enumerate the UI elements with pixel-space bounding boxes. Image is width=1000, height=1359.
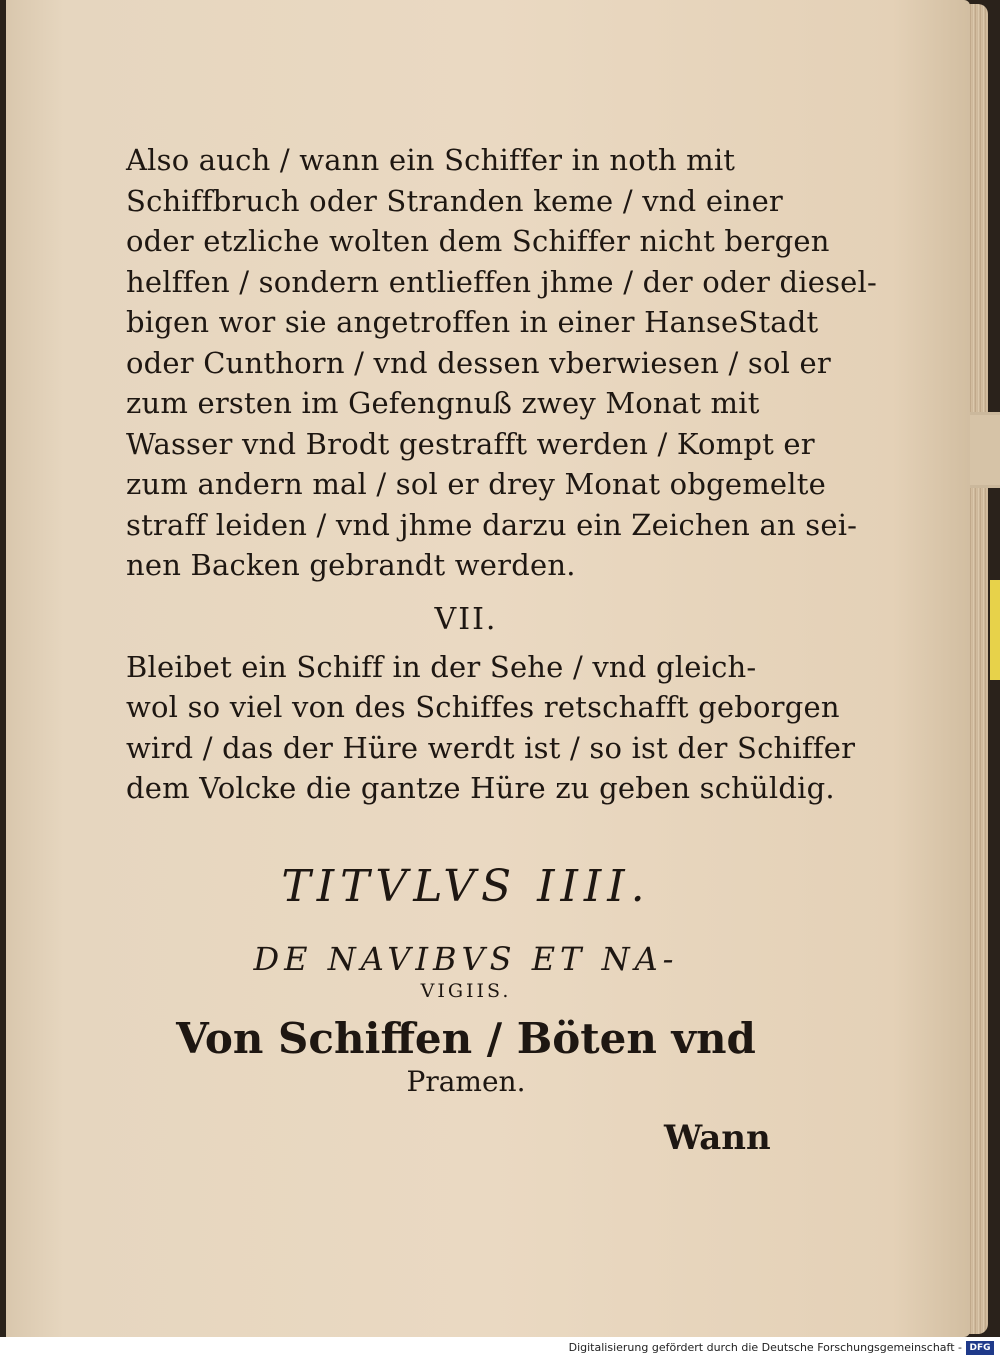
paragraph-2 — [126, 647, 856, 809]
footer-bar — [0, 1337, 1000, 1359]
text-line: zum ersten im Gefengnuß zwey Monat mit — [126, 386, 760, 420]
latin-subtitle-continued: VIGIIS. — [420, 979, 512, 1002]
text-line: nen Backen gebrandt werden. — [126, 548, 576, 582]
text-line: oder etzliche wolten dem Schiffer nicht bergen — [126, 224, 830, 258]
german-heading-continued: Pramen. — [406, 1064, 526, 1098]
paragraph-1 — [126, 140, 877, 586]
page-text — [126, 140, 877, 1098]
text-line: wol so viel von des Schiffes retschafft geborgen — [126, 690, 840, 724]
text-line: Schiffbruch oder Stranden keme / vnd einer — [126, 183, 783, 218]
funding-credit: Digitalisierung gefördert durch die Deutsche Forschungsgemeinschaft - — [568, 1341, 962, 1354]
text-line: Wasser vnd Brodt gestrafft werden / Kompt er — [126, 426, 815, 461]
latin-subtitle: DE NAVIBVS ET NA- — [253, 939, 679, 978]
text-line: straff leiden / vnd jhme darzu ein Zeichen an sei- — [126, 507, 858, 542]
text-line: dem Volcke die gantze Hüre zu geben schüldig. — [126, 771, 835, 805]
text-line: Also auch / wann ein Schiffer in noth mit — [126, 143, 736, 177]
dfg-logo-icon: DFG — [966, 1341, 994, 1355]
german-heading: Von Schiffen / Böten vnd — [176, 1013, 756, 1063]
text-line: bigen wor sie angetroffen in einer HanseStadt — [126, 305, 819, 339]
book-page — [6, 0, 970, 1337]
bookmark-strip — [990, 580, 1000, 680]
text-line: oder Cunthorn / vnd dessen vberwiesen / sol er — [126, 345, 831, 380]
text-line: helffen / sondern entlieffen jhme / der oder diesel- — [126, 264, 877, 299]
catchword: Wann — [664, 1118, 771, 1158]
section-numeral: VII. — [434, 601, 498, 637]
title-heading: TITVLVS IIII. — [281, 860, 651, 912]
text-line: zum andern mal / sol er drey Monat obgemelte — [126, 467, 826, 501]
text-line: Bleibet ein Schiff in der Sehe / vnd gleich- — [126, 649, 757, 684]
text-line: wird / das der Hüre werdt ist / so ist der Schiffer — [126, 730, 856, 765]
